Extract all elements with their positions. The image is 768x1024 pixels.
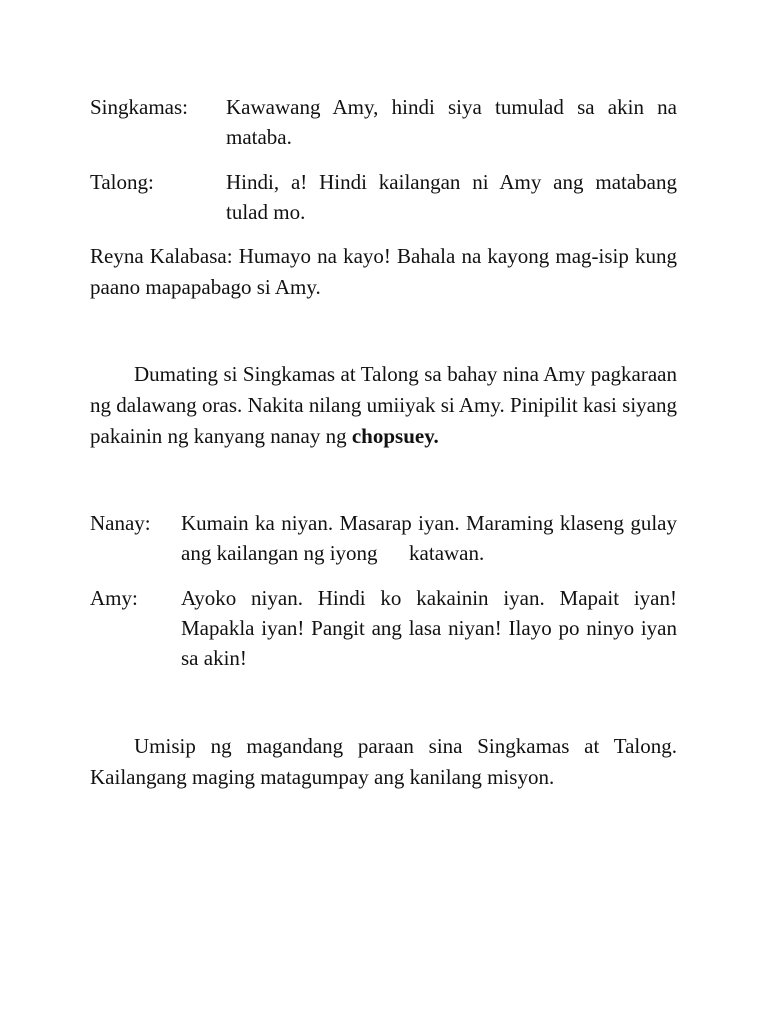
speech-text: Kawawang Amy, hindi siya tumulad sa akin na mataba.	[226, 95, 677, 149]
bold-word: chopsuey.	[351, 424, 439, 448]
narration-text: Dumating si Singkamas at Talong sa bahay nina Amy pagkaraan ng dalawang oras. Nakita nilang umiiyak si Amy. Pinipilit kasi siyang pakainin ng kanyang nanay ng	[90, 362, 677, 448]
narration-paragraph-2: Umisip ng magandang paraan sina Singkamas at Talong. Kailangang maging matagumpay ang kanilang misyon.	[90, 734, 677, 789]
dialogue-line-amy	[90, 583, 677, 673]
narration-paragraph-1	[90, 359, 677, 452]
speaker-label: Nanay:	[90, 511, 151, 535]
dialogue-line-talong	[90, 167, 677, 227]
speech-text: Kumain ka niyan. Masarap iyan. Maraming klaseng gulay ang kailangan ng iyong katawan.	[181, 511, 683, 565]
reyna-paragraph: Reyna Kalabasa: Humayo na kayo! Bahala na kayong mag-isip kung paano mapapabago si Amy.	[90, 244, 677, 299]
speech-text: Hindi, a! Hindi kailangan ni Amy ang matabang tulad mo.	[226, 170, 677, 224]
speaker-label: Talong:	[90, 170, 154, 194]
dialogue-line-singkamas	[90, 92, 677, 152]
speaker-label: Amy:	[90, 586, 138, 610]
speech-text: Ayoko niyan. Hindi ko kakainin iyan. Mapait iyan! Mapakla iyan! Pangit ang lasa niyan! Ilayo po ninyo iyan sa akin!	[181, 586, 677, 670]
speaker-label: Singkamas:	[90, 95, 188, 119]
dialogue-line-nanay	[90, 508, 683, 568]
